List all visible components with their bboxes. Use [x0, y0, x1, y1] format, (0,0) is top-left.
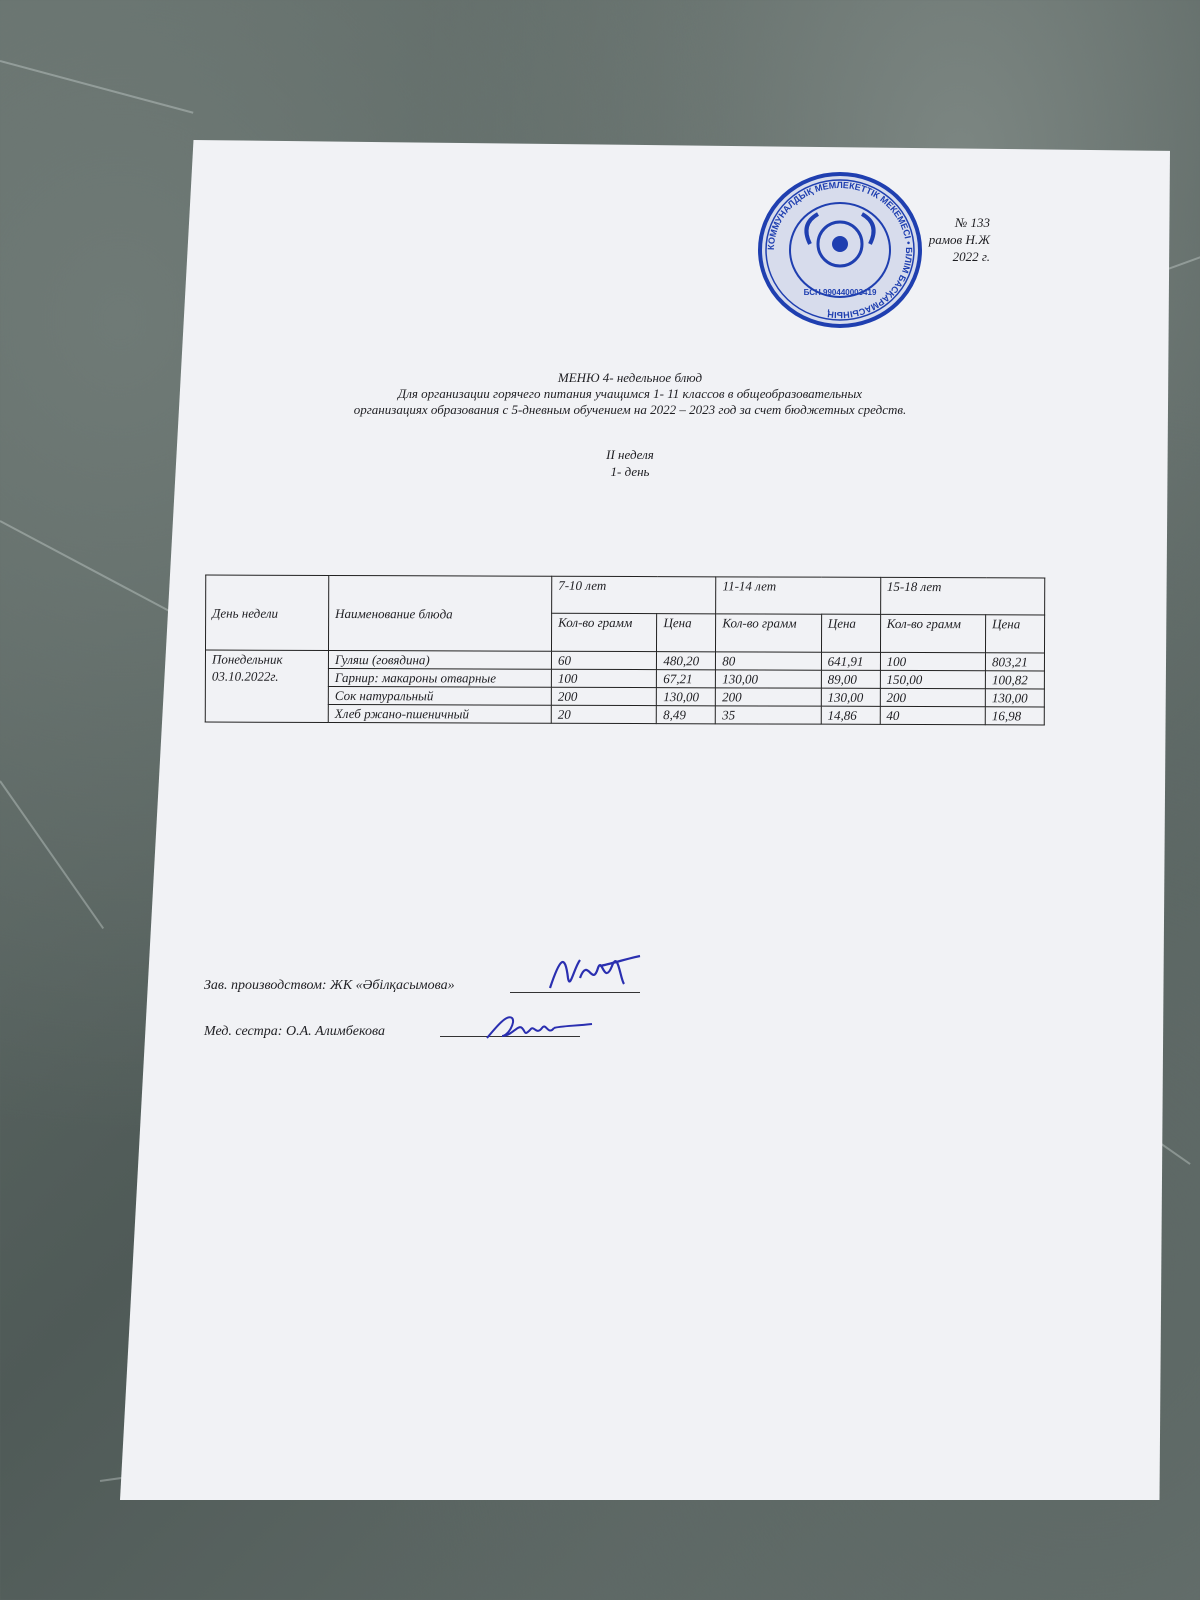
approval-line-1: № 133	[954, 215, 990, 230]
price-15-18: 130,00	[985, 689, 1044, 707]
header-day: День недели	[205, 575, 328, 650]
price-11-14: 130,00	[821, 688, 880, 706]
header-qty: Кол-во грамм	[551, 613, 657, 651]
qty-11-14: 130,00	[716, 670, 821, 688]
qty-15-18: 100	[880, 652, 985, 670]
qty-15-18: 40	[880, 706, 985, 724]
header-price: Цена	[821, 614, 880, 652]
header-qty: Кол-во грамм	[716, 614, 822, 652]
price-15-18: 100,82	[985, 671, 1044, 689]
head-signature-label: Зав. производством: ЖК «Әбілқасымова»	[204, 978, 455, 993]
header-age-15-18: 15-18 лет	[880, 577, 1044, 615]
qty-15-18: 200	[880, 688, 985, 706]
dish-name: Хлеб ржано-пшеничный	[328, 704, 551, 723]
approval-line-2: рамов Н.Ж	[928, 232, 990, 247]
approval-line-3: 2022 г.	[952, 249, 990, 264]
qty-7-10: 60	[551, 651, 656, 669]
official-stamp	[755, 170, 925, 330]
title-line-1: МЕНЮ 4- недельное блюд	[557, 370, 703, 385]
header-qty: Кол-во грамм	[880, 614, 986, 652]
qty-11-14: 80	[716, 652, 821, 670]
head-signature-mark	[540, 948, 650, 998]
qty-11-14: 35	[716, 706, 821, 724]
day-cell	[205, 650, 328, 722]
header-price: Цена	[657, 614, 716, 652]
header-age-11-14: 11-14 лет	[716, 577, 880, 615]
svg-text:КОММУНАЛДЫҚ МЕМЛЕКЕТТІК МЕКЕМЕ: КОММУНАЛДЫҚ МЕМЛЕКЕТТІК МЕКЕМЕСІ • БІЛІМ БАСҚАРМАСЫНЫҢ	[765, 179, 915, 321]
week-day-heading	[540, 446, 720, 480]
nurse-signature-label: Мед. сестра: О.А. Алимбекова	[204, 1024, 385, 1039]
price-11-14: 89,00	[821, 670, 880, 688]
qty-11-14: 200	[716, 688, 821, 706]
dish-name: Гарнир: макароны отварные	[328, 668, 551, 687]
price-11-14: 641,91	[821, 652, 880, 670]
dish-name: Гуляш (говядина)	[328, 650, 551, 669]
day-name: Понедельник	[211, 651, 283, 667]
price-15-18: 803,21	[985, 653, 1044, 671]
qty-7-10: 100	[551, 669, 656, 687]
menu-table	[205, 575, 1046, 726]
title-line-2: Для организации горячего питания учащимся 1- 11 классов в общеобразовательных	[397, 386, 863, 401]
price-7-10: 130,00	[657, 688, 716, 706]
document-title	[300, 370, 960, 418]
title-line-3: организациях образования с 5-дневным обучением на 2022 – 2023 год за счет бюджетных средств.	[353, 402, 907, 417]
day-label: 1- день	[610, 464, 650, 479]
document-sheet	[120, 140, 1170, 1500]
week-label: II неделя	[606, 447, 654, 462]
price-15-18: 16,98	[985, 707, 1044, 725]
qty-7-10: 20	[551, 705, 656, 723]
header-price: Цена	[986, 615, 1045, 653]
price-7-10: 8,49	[657, 706, 716, 724]
dish-name: Сок натуральный	[328, 686, 551, 705]
price-11-14: 14,86	[821, 706, 880, 724]
nurse-signature-mark	[482, 1006, 602, 1046]
price-7-10: 480,20	[657, 652, 716, 670]
qty-15-18: 150,00	[880, 670, 985, 688]
header-dish: Наименование блюда	[328, 575, 551, 651]
price-7-10: 67,21	[657, 670, 716, 688]
header-age-7-10: 7-10 лет	[552, 576, 716, 614]
svg-text:БСН 990440003419: БСН 990440003419	[803, 288, 877, 297]
table-row	[205, 704, 1044, 725]
table-header-row	[206, 575, 1045, 615]
qty-7-10: 200	[551, 687, 656, 705]
day-date: 03.10.2022г.	[211, 668, 279, 684]
